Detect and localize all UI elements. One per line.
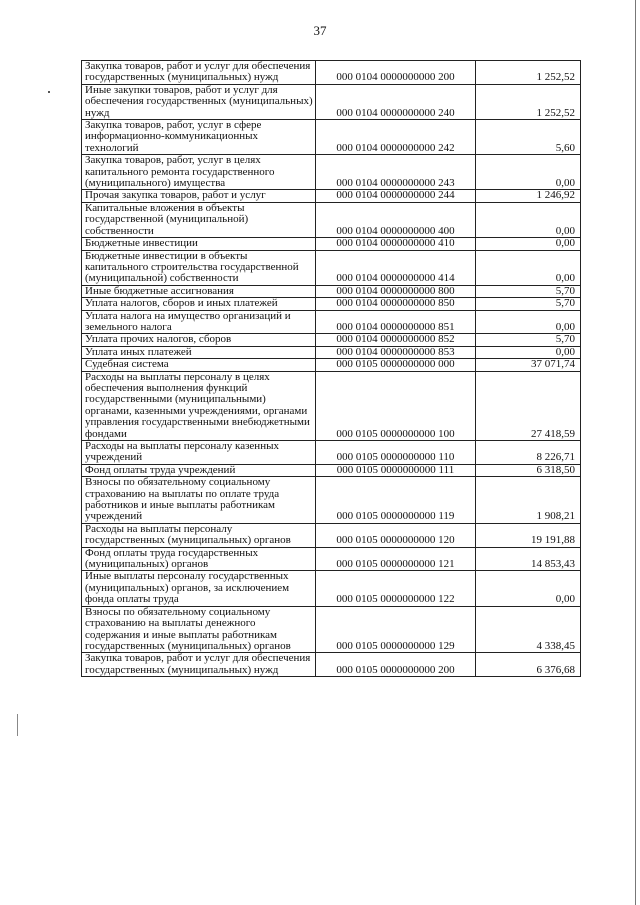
row-code-cell: 000 0105 0000000000 122 (316, 571, 476, 606)
row-name-cell: Расходы на выплаты персоналу в целях обеспечения выполнения функций государственными (муниципальными) органами, казенными учреждениями, органами управления государственными внебюджетными фондами (82, 371, 316, 440)
row-code-cell: 000 0105 0000000000 100 (316, 371, 476, 440)
row-amount-cell: 1 908,21 (476, 477, 581, 524)
table-row (82, 464, 581, 476)
row-code-cell: 000 0105 0000000000 120 (316, 523, 476, 547)
row-amount-cell: 4 338,45 (476, 606, 581, 653)
table-row (82, 298, 581, 310)
table-row (82, 61, 581, 85)
row-amount-cell: 6 376,68 (476, 653, 581, 677)
row-name-cell: Иные выплаты персоналу государственных (муниципальных) органов, за исключением фонда оплаты труда (82, 571, 316, 606)
row-code-cell: 000 0105 0000000000 119 (316, 477, 476, 524)
row-amount-cell: 0,00 (476, 202, 581, 237)
row-name-cell: Прочая закупка товаров, работ и услуг (82, 190, 316, 202)
table-row (82, 571, 581, 606)
row-code-cell: 000 0104 0000000000 850 (316, 298, 476, 310)
row-name-cell: Судебная система (82, 359, 316, 371)
row-code-cell: 000 0105 0000000000 000 (316, 359, 476, 371)
row-name-cell: Взносы по обязательному социальному страхованию на выплаты денежного содержания и иные выплаты работникам государственных (муниципальных) органов (82, 606, 316, 653)
row-name-cell: Фонд оплаты труда государственных (муниципальных) органов (82, 547, 316, 571)
table-row (82, 190, 581, 202)
row-name-cell: Иные закупки товаров, работ и услуг для обеспечения государственных (муниципальных) нужд (82, 84, 316, 119)
row-amount-cell: 19 191,88 (476, 523, 581, 547)
row-name-cell: Взносы по обязательному социальному страхованию на выплаты по оплате труда работников и иные выплаты работникам учреждений (82, 477, 316, 524)
row-code-cell: 000 0104 0000000000 853 (316, 346, 476, 358)
table-row (82, 310, 581, 334)
row-name-cell: Иные бюджетные ассигнования (82, 285, 316, 297)
row-amount-cell: 1 252,52 (476, 84, 581, 119)
row-code-cell: 000 0105 0000000000 129 (316, 606, 476, 653)
table-row (82, 238, 581, 250)
row-amount-cell: 1 252,52 (476, 61, 581, 85)
table-row (82, 155, 581, 190)
table-row (82, 359, 581, 371)
row-amount-cell: 0,00 (476, 238, 581, 250)
row-amount-cell: 37 071,74 (476, 359, 581, 371)
row-name-cell: Уплата иных платежей (82, 346, 316, 358)
row-amount-cell: 6 318,50 (476, 464, 581, 476)
row-code-cell: 000 0105 0000000000 110 (316, 441, 476, 465)
row-name-cell: Фонд оплаты труда учреждений (82, 464, 316, 476)
row-code-cell: 000 0105 0000000000 121 (316, 547, 476, 571)
row-name-cell: Бюджетные инвестиции (82, 238, 316, 250)
row-code-cell: 000 0104 0000000000 852 (316, 334, 476, 346)
table-row (82, 84, 581, 119)
table-row (82, 346, 581, 358)
row-code-cell: 000 0104 0000000000 200 (316, 61, 476, 85)
scan-speck (17, 714, 18, 736)
table-row (82, 250, 581, 285)
table-row (82, 606, 581, 653)
row-code-cell: 000 0104 0000000000 800 (316, 285, 476, 297)
row-name-cell: Уплата налогов, сборов и иных платежей (82, 298, 316, 310)
row-name-cell: Расходы на выплаты персоналу государственных (муниципальных) органов (82, 523, 316, 547)
row-code-cell: 000 0104 0000000000 851 (316, 310, 476, 334)
row-code-cell: 000 0104 0000000000 240 (316, 84, 476, 119)
budget-table-body (82, 61, 581, 677)
row-amount-cell: 5,70 (476, 298, 581, 310)
row-code-cell: 000 0105 0000000000 200 (316, 653, 476, 677)
table-row (82, 371, 581, 440)
row-amount-cell: 14 853,43 (476, 547, 581, 571)
budget-table (81, 60, 581, 677)
row-amount-cell: 5,70 (476, 285, 581, 297)
row-code-cell: 000 0104 0000000000 414 (316, 250, 476, 285)
row-code-cell: 000 0104 0000000000 400 (316, 202, 476, 237)
row-code-cell: 000 0104 0000000000 410 (316, 238, 476, 250)
row-name-cell: Уплата прочих налогов, сборов (82, 334, 316, 346)
row-name-cell: Капитальные вложения в объекты государственной (муниципальной) собственности (82, 202, 316, 237)
table-row (82, 202, 581, 237)
row-amount-cell: 1 246,92 (476, 190, 581, 202)
row-code-cell: 000 0104 0000000000 243 (316, 155, 476, 190)
row-amount-cell: 0,00 (476, 310, 581, 334)
row-name-cell: Расходы на выплаты персоналу казенных учреждений (82, 441, 316, 465)
row-name-cell: Закупка товаров, работ, услуг в целях капитального ремонта государственного (муниципального) имущества (82, 155, 316, 190)
row-name-cell: Бюджетные инвестиции в объекты капитального строительства государственной (муниципальной) собственности (82, 250, 316, 285)
scan-speck (48, 91, 50, 93)
table-row (82, 334, 581, 346)
row-amount-cell: 0,00 (476, 155, 581, 190)
row-amount-cell: 27 418,59 (476, 371, 581, 440)
row-amount-cell: 5,60 (476, 120, 581, 155)
row-amount-cell: 0,00 (476, 346, 581, 358)
row-amount-cell: 5,70 (476, 334, 581, 346)
table-row (82, 120, 581, 155)
table-row (82, 547, 581, 571)
table-row (82, 523, 581, 547)
row-name-cell: Закупка товаров, работ и услуг для обеспечения государственных (муниципальных) нужд (82, 653, 316, 677)
row-amount-cell: 0,00 (476, 250, 581, 285)
table-row (82, 653, 581, 677)
row-amount-cell: 8 226,71 (476, 441, 581, 465)
row-name-cell: Уплата налога на имущество организаций и земельного налога (82, 310, 316, 334)
row-code-cell: 000 0105 0000000000 111 (316, 464, 476, 476)
table-row (82, 441, 581, 465)
row-code-cell: 000 0104 0000000000 244 (316, 190, 476, 202)
row-code-cell: 000 0104 0000000000 242 (316, 120, 476, 155)
row-name-cell: Закупка товаров, работ и услуг для обеспечения государственных (муниципальных) нужд (82, 61, 316, 85)
page-number: 37 (313, 23, 327, 38)
scan-edge-line (635, 0, 636, 905)
row-amount-cell: 0,00 (476, 571, 581, 606)
table-row (82, 477, 581, 524)
table-row (82, 285, 581, 297)
row-name-cell: Закупка товаров, работ, услуг в сфере информационно-коммуникационных технологий (82, 120, 316, 155)
